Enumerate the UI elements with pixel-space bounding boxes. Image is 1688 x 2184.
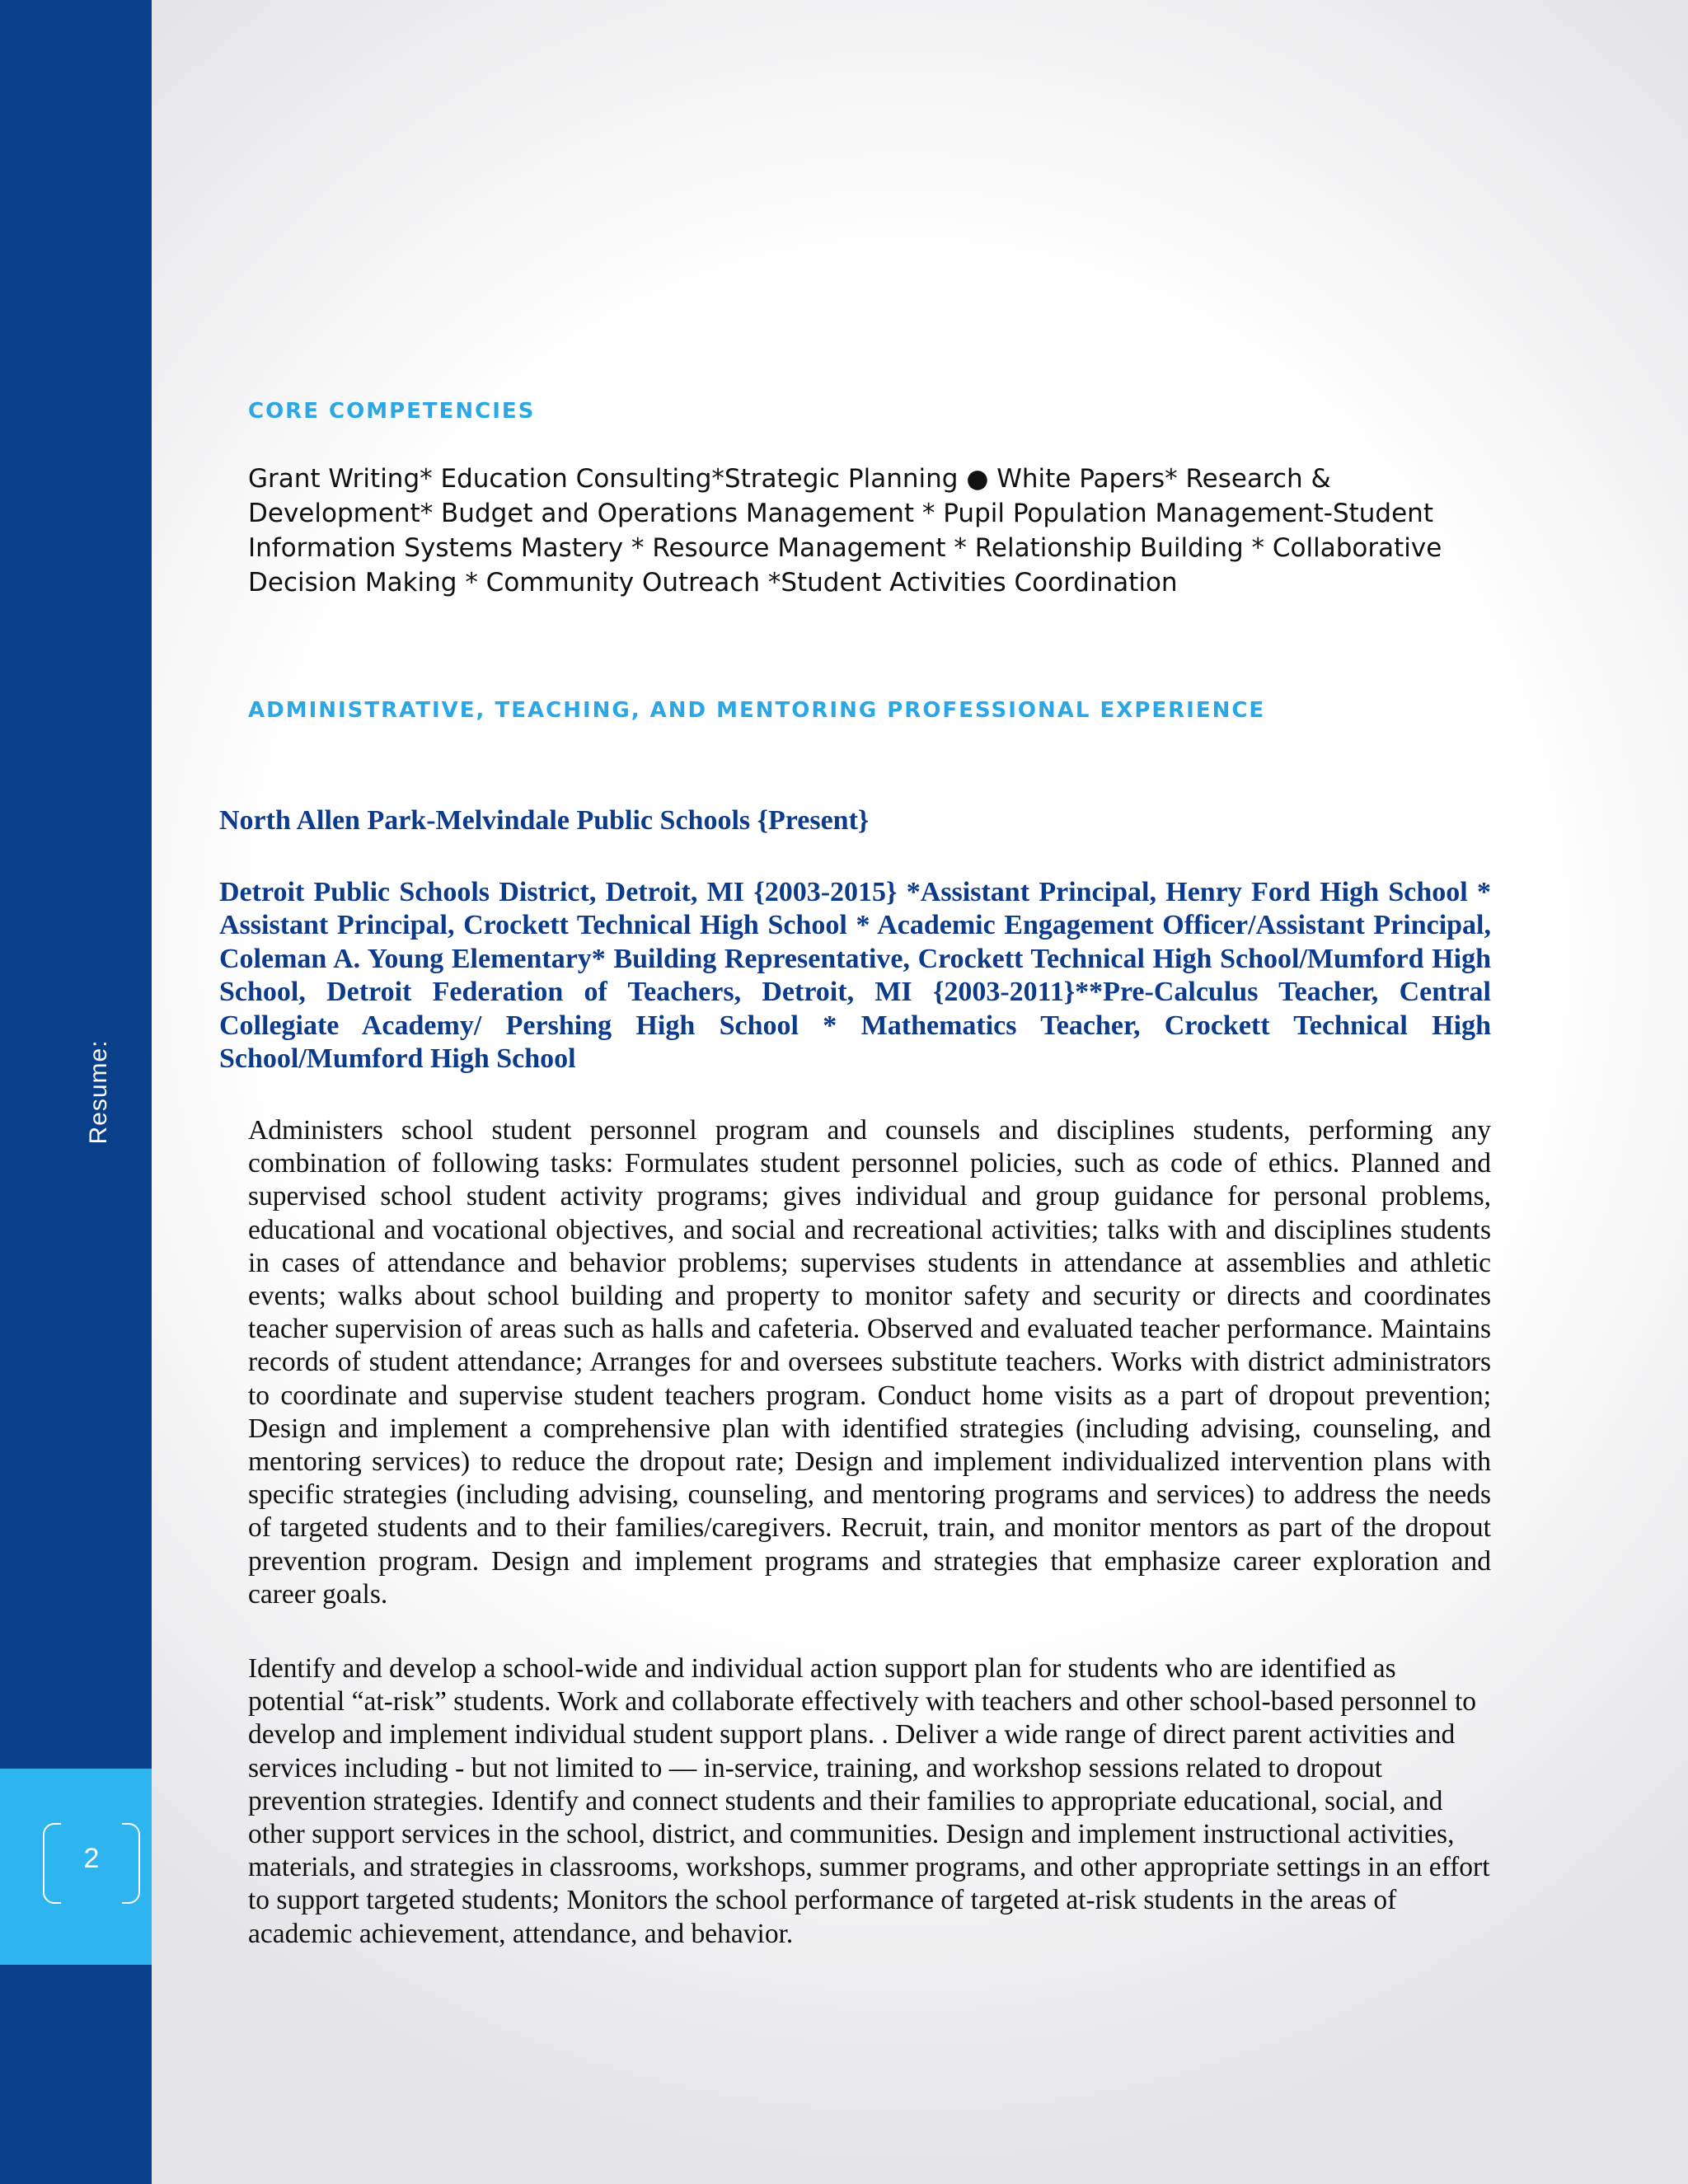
core-competencies-heading: CORE COMPETENCIES [248,399,536,424]
page-number-frame [43,1823,140,1904]
experience-paragraph-2: Identify and develop a school-wide and individual action support plan for students who are identified as potential “at-risk” students. Work and collaborate effectively with teachers and other school-based personnel to develop and implement individual student support plans. . Deliver a wide range of direct parent activities and services including - but not limited to — in-service, training, and workshop sessions related to dropout prevention strategies. Identify and connect students and their families to appropriate educational, social, and other support services in the school, district, and communities. Design and implement instructional activities, materials, and strategies in classrooms, workshops, summer programs, and other appropriate settings in an effort to support targeted students; Monitors the school performance of targeted at-risk students in the areas of academic achievement, attendance, and behavior. [248,1653,1490,1949]
page-number: 2 [83,1842,100,1874]
sidebar [0,0,152,2184]
experience-paragraph-1: Administers school student personnel program and counsels and disciplines students, performing any combination of following tasks: Formulates student personnel policies, such as code of ethics. Planned and supervised school student activity programs; gives individual and group guidance for personal problems, educational and vocational objectives, and social and recreational activities; talks with and disciplines students in cases of attendance and behavior problems; supervises students in attendance at assemblies and athletic events; walks about school building and property to monitor safety and security or directs and coordinates teacher supervision of areas such as halls and cafeteria. Observed and evaluated teacher performance. Maintains records of student attendance; Arranges for and oversees substitute teachers. Works with district administrators to coordinate and supervise student teachers program. Conduct home visits as a part of dropout prevention; Design and implement a comprehensive plan with identified strategies (including advising, counseling, and mentoring services) to reduce the dropout rate; Design and implement individualized intervention plans with specific strategies (including advising, counseling, and mentoring programs and services) to address the needs of targeted students and to their families/caregivers. Recruit, train, and monitor mentors as part of the dropout prevention program. Design and implement programs and strategies that emphasize career exploration and career goals. [248,1115,1491,1610]
employer-current: North Allen Park-Melvindale Public Schools {Present} [219,805,870,836]
experience-heading: ADMINISTRATIVE, TEACHING, AND MENTORING PROFESSIONAL EXPERIENCE [248,698,1266,723]
core-competencies-text: Grant Writing* Education Consulting*Strategic Planning ● White Papers* Research & Development* Budget and Operations Management * Pupil Population Management-Student Information Systems Mastery * Resource Management * Relationship Building * Collaborative Decision Making * Community Outreach *Student Activities Coordination [248,464,1442,598]
sidebar-label: Resume: [85,1039,112,1145]
employer-detroit-public-schools: Detroit Public Schools District, Detroit, MI {2003-2015} *Assistant Principal, Henry Ford High School * Assistant Principal, Crockett Technical High School * Academic Engagement Officer/Assistant Principal, Coleman A. Young Elementary* Building Representative, Crockett Technical High School/Mumford High School, Detroit Federation of Teachers, Detroit, MI {2003-2011}**Pre-Calculus Teacher, Central Collegiate Academy/ Pershing High School * Mathematics Teacher, Crockett Technical High School/Mumford High School [219,877,1491,1075]
page-number-box [0,1769,152,1965]
